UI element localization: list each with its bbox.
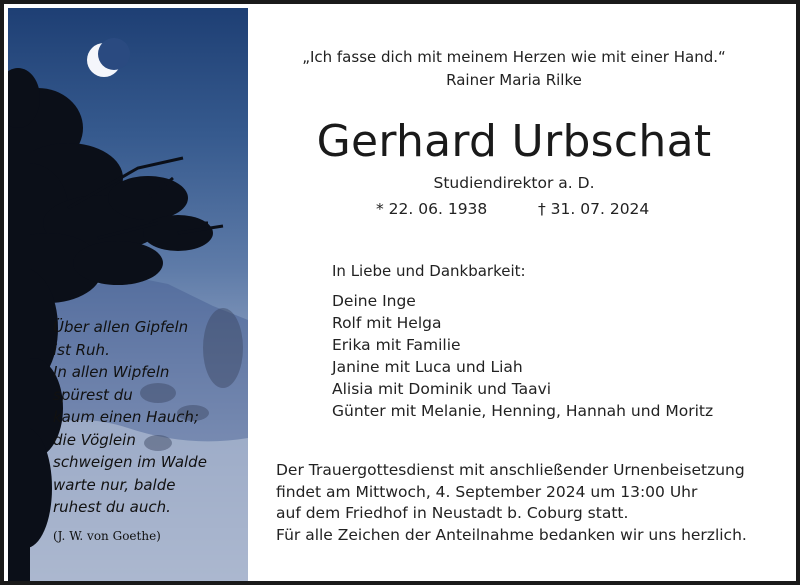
poem-line: schweigen im Walde [53,453,207,471]
service-line: auf dem Friedhof in Neustadt b. Coburg statt. [276,504,629,522]
poem-line: kaum einen Hauch; [53,408,199,426]
service-line: Der Trauergottesdienst mit anschließender Urnenbeisetzung [276,461,745,479]
service-line: Für alle Zeichen der Anteilnahme bedanken wir uns herzlich. [276,525,747,544]
mourners-list [332,290,713,422]
poem-author: (J. W. von Goethe) [53,529,161,543]
epigraph-author: Rainer Maria Rilke [446,71,582,89]
poem-line: Über allen Gipfeln [53,318,189,336]
crescent-moon-icon [87,38,130,77]
poem-line: spürest du [53,385,133,404]
mourner-entry: Günter mit Melanie, Henning, Hannah und Moritz [332,402,714,420]
service-line: findet am Mittwoch, 4. September 2024 um 13:00 Uhr [276,482,698,501]
mourner-entry: Deine Inge [332,292,416,310]
mourner-entry: Erika mit Familie [332,336,461,354]
poem-line: warte nur, balde [53,475,176,494]
goethe-poem [53,316,243,519]
service-announcement [276,460,747,546]
mourner-entry: Rolf mit Helga [332,314,442,332]
death-date: † 31. 07. 2024 [538,200,650,218]
mourner-entry: Janine mit Luca und Liah [332,358,523,376]
night-landscape-illustration [8,8,248,585]
deceased-title: Studiendirektor a. D. [433,174,595,192]
poem-line: die Vöglein [53,430,136,449]
mourners-intro: In Liebe und Dankbarkeit: [332,262,526,280]
mourner-entry: Alisia mit Dominik und Taavi [332,380,552,398]
deceased-name: Gerhard Urbschat [316,116,712,167]
poem-line: ruhest du auch. [53,498,171,516]
poem-line: In allen Wipfeln [53,363,170,381]
epigraph-quote: „Ich fasse dich mit meinem Herzen wie mit einer Hand.“ [302,48,726,66]
poem-line: ist Ruh. [53,340,110,359]
birth-date: * 22. 06. 1938 [376,200,488,218]
